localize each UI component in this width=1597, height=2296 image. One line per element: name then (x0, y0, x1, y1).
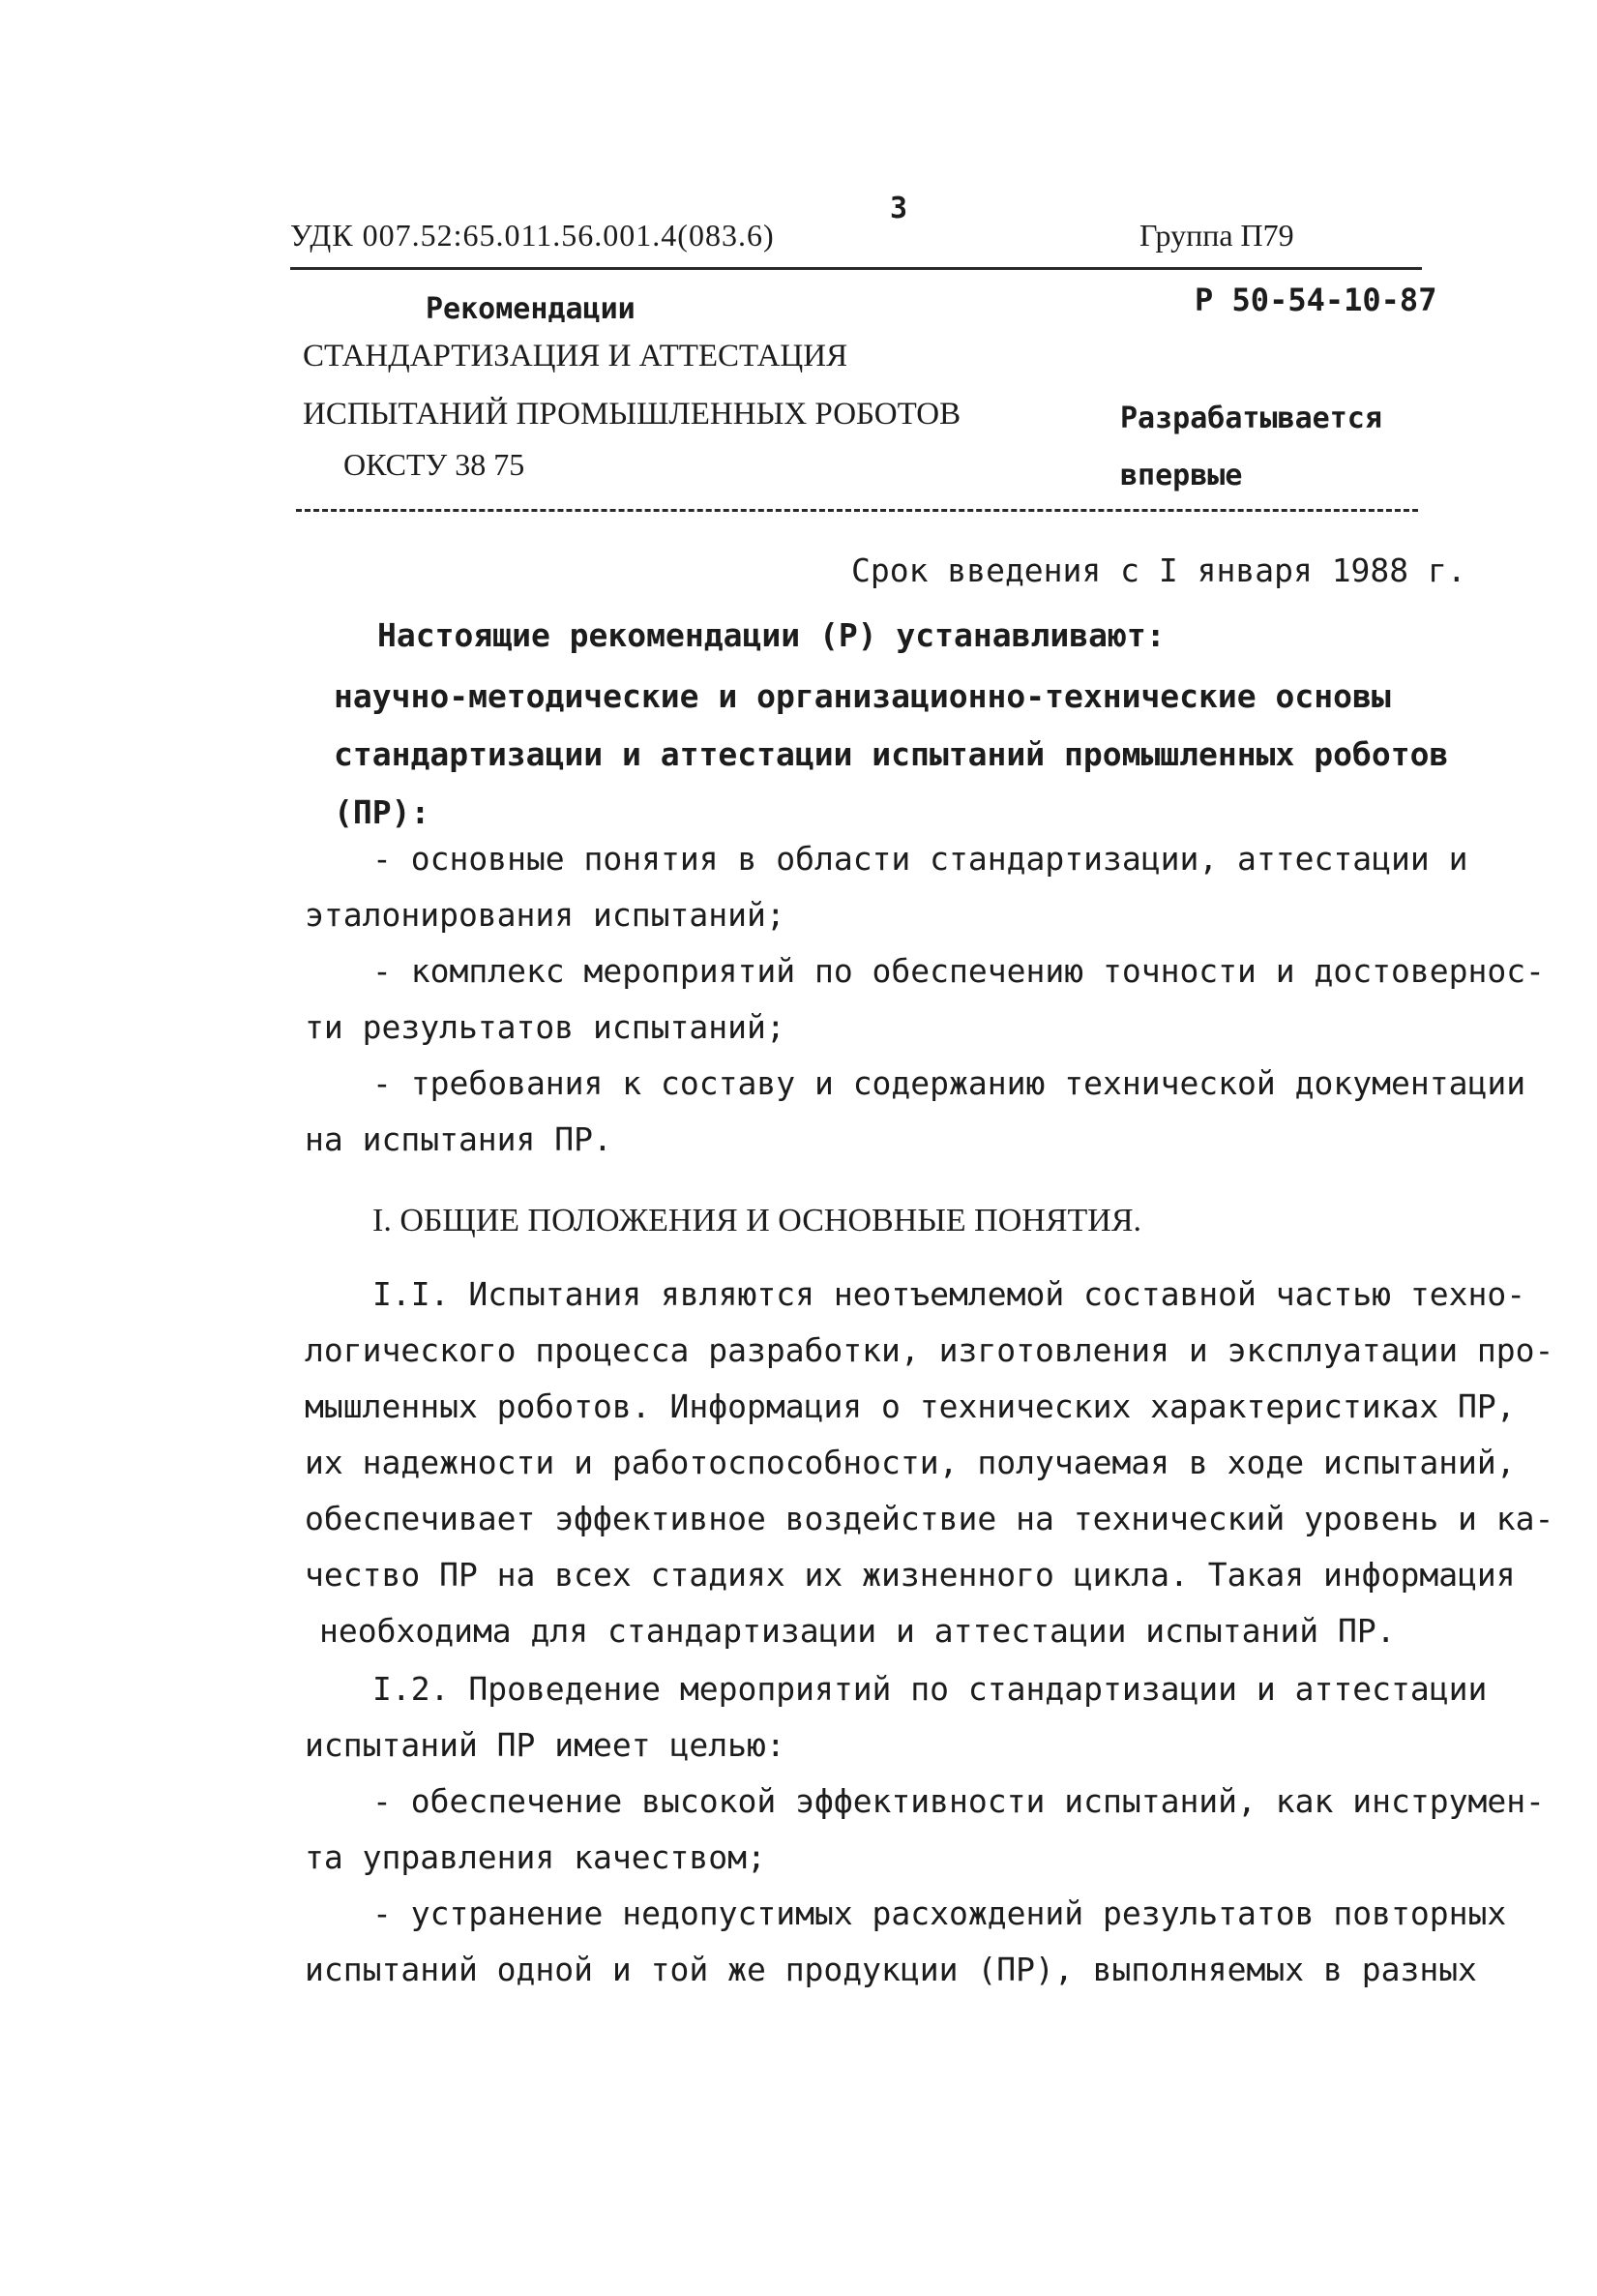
intro-p1-line-2: стандартизации и аттестации испытаний промышленных роботов (334, 735, 1449, 773)
header-rule-top (290, 267, 1422, 270)
para-1-2-line-1: I.2. Проведение мероприятий по стандартизации и аттестации (372, 1670, 1488, 1708)
bullet-1-line-1: - основные понятия в области стандартизации, аттестации и (372, 840, 1468, 878)
bullet-4-line-1: - обеспечение высокой эффективности испытаний, как инструмен- (372, 1782, 1545, 1820)
para-1-1-line-1: I.I. Испытания являются неотъемлемой составной частью техно- (372, 1275, 1526, 1313)
bullet-1-line-2: эталонирования испытаний; (305, 896, 785, 934)
section-heading: I. ОБЩИЕ ПОЛОЖЕНИЯ И ОСНОВНЫЕ ПОНЯТИЯ. (372, 1203, 1142, 1238)
bullet-5-line-1: - устранение недопустимых расхождений результатов повторных (372, 1894, 1507, 1932)
oksu-code: ОКСТУ 38 75 (343, 447, 525, 482)
page-number: 3 (890, 192, 908, 225)
bullet-2-line-2: ти результатов испытаний; (305, 1008, 785, 1046)
group-code: Группа П79 (1139, 218, 1294, 253)
para-1-1-line-3: мышленных роботов. Информация о технических характеристиках ПР, (305, 1387, 1516, 1425)
bullet-5-line-2: испытаний одной и той же продукции (ПР), выполняемых в разных (305, 1951, 1477, 1988)
effective-date: Срок введения с I января 1988 г. (851, 552, 1466, 589)
intro-p1-line-1: научно-методические и организационно-технические основы (334, 677, 1391, 715)
status-line-1: Разрабатывается (1120, 402, 1382, 435)
bullet-4-line-2: та управления качеством; (305, 1838, 766, 1876)
intro-line: Настоящие рекомендации (Р) устанавливают: (377, 616, 1166, 654)
para-1-1-line-6: чество ПР на всех стадиях их жизненного цикла. Такая информация (305, 1556, 1516, 1594)
bullet-3-line-1: - требования к составу и содержанию технической документации (372, 1064, 1526, 1102)
para-1-1-line-7: необходима для стандартизации и аттестации испытаний ПР. (319, 1612, 1396, 1650)
status-line-2: впервые (1120, 459, 1243, 492)
title-line-1: СТАНДАРТИЗАЦИЯ И АТТЕСТАЦИЯ (303, 339, 848, 373)
doc-type: Рекомендации (426, 292, 636, 326)
bullet-3-line-2: на испытания ПР. (305, 1120, 612, 1158)
intro-p1-line-3: (ПР): (334, 793, 430, 831)
title-line-2: ИСПЫТАНИЙ ПРОМЫШЛЕННЫХ РОБОТОВ (303, 397, 961, 432)
para-1-2-line-2: испытаний ПР имеет целью: (305, 1726, 785, 1764)
para-1-1-line-4: их надежности и работоспособности, получаемая в ходе испытаний, (305, 1444, 1516, 1481)
doc-code: Р 50-54-10-87 (1195, 282, 1437, 318)
header-rule-bottom (296, 509, 1418, 512)
udk-code: УДК 007.52:65.011.56.001.4(083.6) (290, 218, 775, 253)
para-1-1-line-5: обеспечивает эффективное воздействие на технический уровень и ка- (305, 1500, 1554, 1537)
para-1-1-line-2: логического процесса разработки, изготовления и эксплуатации про- (305, 1331, 1554, 1369)
bullet-2-line-1: - комплекс мероприятий по обеспечению точности и достовернос- (372, 952, 1545, 990)
